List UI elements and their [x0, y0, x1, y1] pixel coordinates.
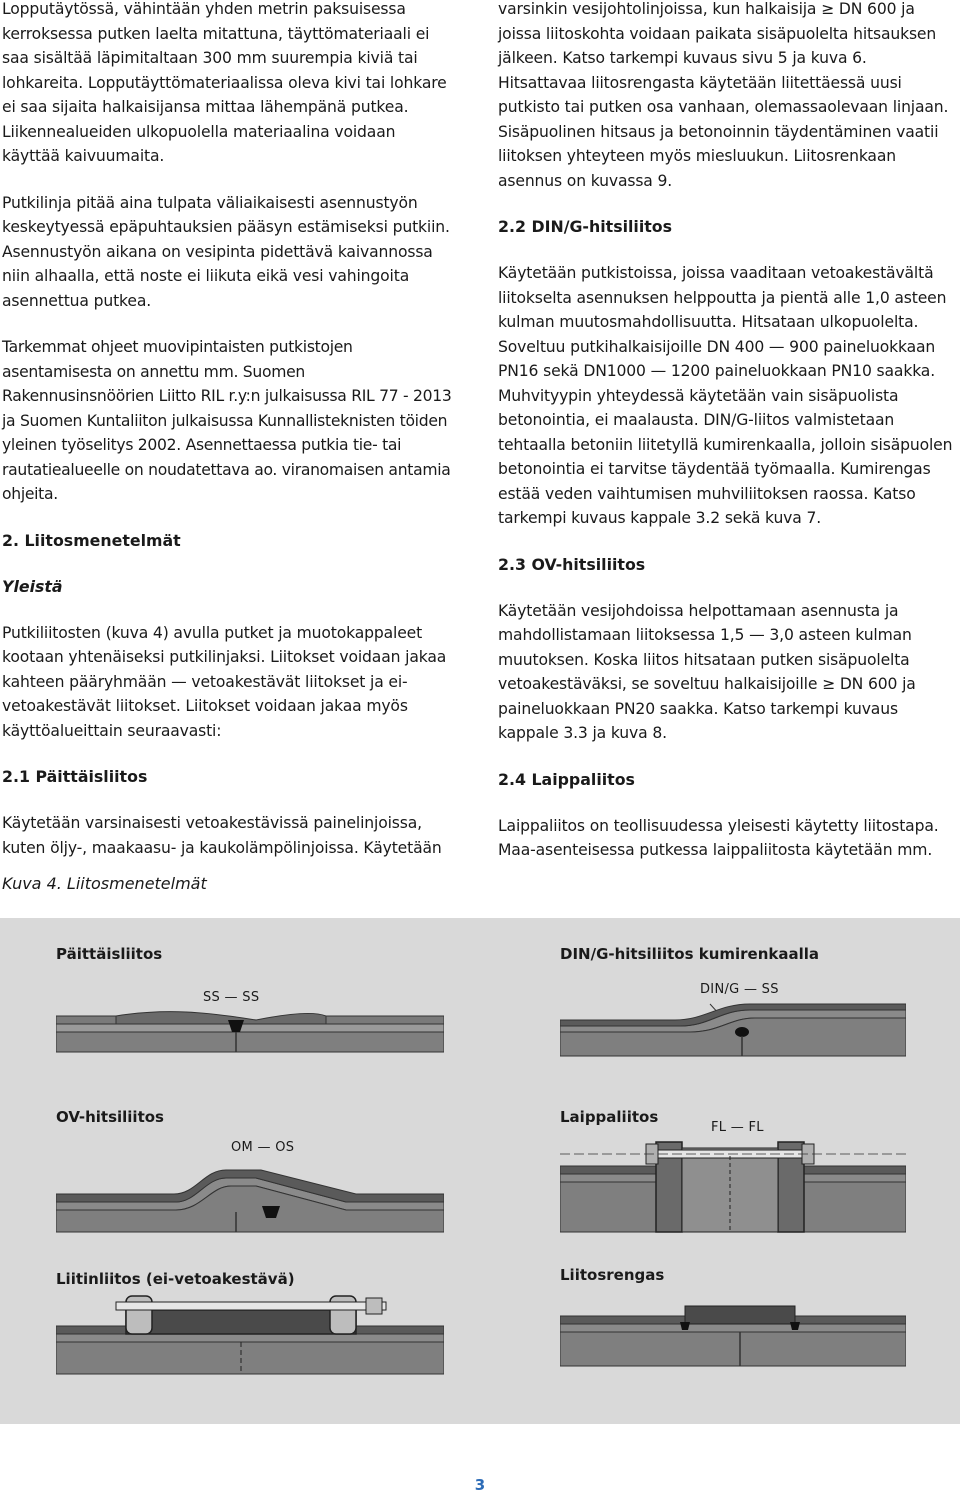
heading-butt-joint: 2.1 Päittäisliitos	[2, 767, 148, 786]
steel-liner	[560, 1324, 906, 1332]
heading-ding-weld: 2.2 DIN/G-hitsiliitos	[498, 217, 673, 236]
paragraph-butt-joint-cont: varsinkin vesijohtolinjoissa, kun halkaisija ≥ DN 600 ja joissa liitoskohta voidaan paikata sisäpuolelta hitsauksen jälkeen. Katso tarkempi kuvaus sivu 5 ja kuva 6. Hitsattavaa liitosrengasta käytetään liitettäessä uusi putkisto tai putken osa vanhaan, olemassaolevaan linjaan. Sisäpuolinen hitsaus ja betonoinnin täydentäminen vaatii liitoksen yhteyteen myös miesluukun. Liitosrenkaan asennus on kuvassa 9.	[498, 0, 949, 190]
heading-flange: 2.4 Laippaliitos	[498, 769, 635, 789]
diagram-coupling	[56, 1290, 444, 1376]
diagram-butt-joint	[56, 998, 444, 1054]
page-number: 3	[474, 1476, 486, 1494]
concrete-lining	[56, 1032, 444, 1052]
diagram-ding-weld	[560, 996, 906, 1060]
figure-caption: Kuva 4. Liitosmenetelmät	[2, 874, 207, 893]
paragraph-ov-weld: Käytetään vesijohdoissa helpottamaan asennusta ja mahdollistamaan liitoksessa 1,5 — 3,0 asteen kulman muutoksen. Koska liitos hitsataan putken sisäpuolelta vetoakestäväksi, se soveltuu halkaisijoille ≥ DN 600 ja paineluokkaan PN20 saakka. Katso tarkempi kuvaus kappale 3.3 ja kuva 8.	[498, 601, 916, 742]
diagram-title-ring: Liitosrengas	[560, 1266, 665, 1284]
paragraph-flange: Laippaliitos on teollisuudessa yleisesti käytetty liitostapa. Maa-asenteisessa putkessa laippaliitosta käytetään mm.	[498, 816, 939, 859]
heading-general: Yleistä	[2, 576, 63, 596]
joint-coating	[116, 1012, 326, 1024]
right-column	[498, 0, 956, 885]
coupling-sleeve	[126, 1310, 356, 1334]
diagram-title-coupling: Liitinliitos (ei-vetoakestävä)	[56, 1270, 295, 1288]
left-column	[2, 0, 454, 882]
paragraph-ding-weld: Käytetään putkistoissa, joissa vaaditaan vetoakestävältä liitokselta asennuksen helppoutta ja pientä alle 1,0 asteen kulman muutosmahdollisuutta. Hitsataan ulkopuolelta. Soveltuu putkihalkaisijoille DN 400 — 900 paineluokkaan PN16 sekä DN1000 — 1200 paineluokkaan PN10 saakka. Muhvityypin yhteydessä käytetään vain sisäpuolista betonointia, ei maalausta. DIN/G-liitos valmistetaan tehtaalla betoniin liitetyllä kumirenkaalla, jolloin sisäpuolen betonointia ei tarvitse täydentää työmaalla. Kumirengas estää veden vaihtumisen muhviliitoksen raossa. Katso tarkempi kuvaus kappale 3.2 sekä kuva 7.	[498, 264, 953, 527]
figure-joint-methods	[0, 918, 960, 1424]
coupling-bolt	[116, 1302, 386, 1310]
bolt-nut	[366, 1298, 382, 1314]
diagram-ov-weld	[56, 1162, 444, 1234]
paragraph-backfill: Lopputäytössä, vähintään yhden metrin paksuisessa kerroksessa putken laelta mitattuna, täyttömateriaali ei saa sisältää läpimitaltaan 300 mm suurempia kiviä tai lohkareita. Lopputäyttömateriaalissa oleva kivi tai lohkare ei saa sijaita halkaisijansa mittaa lähempänä putkea. Liikennealueiden ulkopuolella materiaalina voidaan käyttää kaivuumaita.	[2, 0, 447, 165]
diagram-label-ov: OM — OS	[231, 1140, 295, 1155]
diagram-title-butt-joint: Päittäisliitos	[56, 945, 163, 963]
paragraph-general: Putkiliitosten (kuva 4) avulla putket ja muotokappaleet kootaan yhtenäiseksi putkilinjaksi. Liitokset voidaan jakaa kahteen pääryhmään — vetoakestävät liitokset ja ei-vetoakestävät liitokset. Liitokset voidaan jakaa myös käyttöalueittain seuraavasti:	[2, 623, 447, 740]
diagram-title-ding: DIN/G-hitsiliitos kumirenkaalla	[560, 945, 820, 963]
concrete-lining	[56, 1342, 444, 1374]
steel-liner	[56, 1024, 444, 1032]
paragraph-butt-joint: Käytetään varsinaisesti vetoakestävissä painelinjoissa, kuten öljy-, maakaasu- ja kaukolämpölinjoissa. Käytetään	[2, 814, 442, 857]
steel-liner	[56, 1334, 444, 1342]
diagram-title-ov: OV-hitsiliitos	[56, 1108, 164, 1126]
paragraph-plugging: Putkilinja pitää aina tulpata väliaikaisesti asennustyön keskeytyessä epäpuhtauksien pääsyn estämiseksi putkiin. Asennustyön aikana on vesipinta pidettävä kaivannossa niin alhaalla, että noste ei liikuta eikä vesi vahingoita asennettua putkea.	[2, 193, 450, 310]
diagram-label-butt-joint: SS — SS	[203, 990, 260, 1005]
paragraph-instructions: Tarkemmat ohjeet muovipintaisten putkistojen asentamisesta on annettu mm. Suomen Rakennusinsnöörien Liitto RIL r.y:n julkaisussa RIL 77 - 2013 ja Suomen Kuntaliiton julkaisussa Kunnallisteknisten töiden yleinen työselitys 2002. Asennettaessa putkia tie- tai rautatiealueelle on noudatettava ao. viranomaisen antamia ohjeita.	[2, 338, 452, 503]
diagram-label-ding: DIN/G — SS	[700, 982, 779, 997]
diagram-joint-ring	[560, 1298, 906, 1368]
diagram-flange	[560, 1136, 906, 1236]
heading-ov-weld: 2.3 OV-hitsiliitos	[498, 554, 646, 574]
heading-joint-methods: 2. Liitosmenetelmät	[2, 530, 181, 550]
concrete-lining	[560, 1332, 906, 1366]
joint-ring	[685, 1306, 795, 1324]
diagram-label-flange: FL — FL	[711, 1120, 764, 1135]
rubber-ring	[735, 1027, 749, 1037]
diagram-title-flange: Laippaliitos	[560, 1108, 659, 1126]
